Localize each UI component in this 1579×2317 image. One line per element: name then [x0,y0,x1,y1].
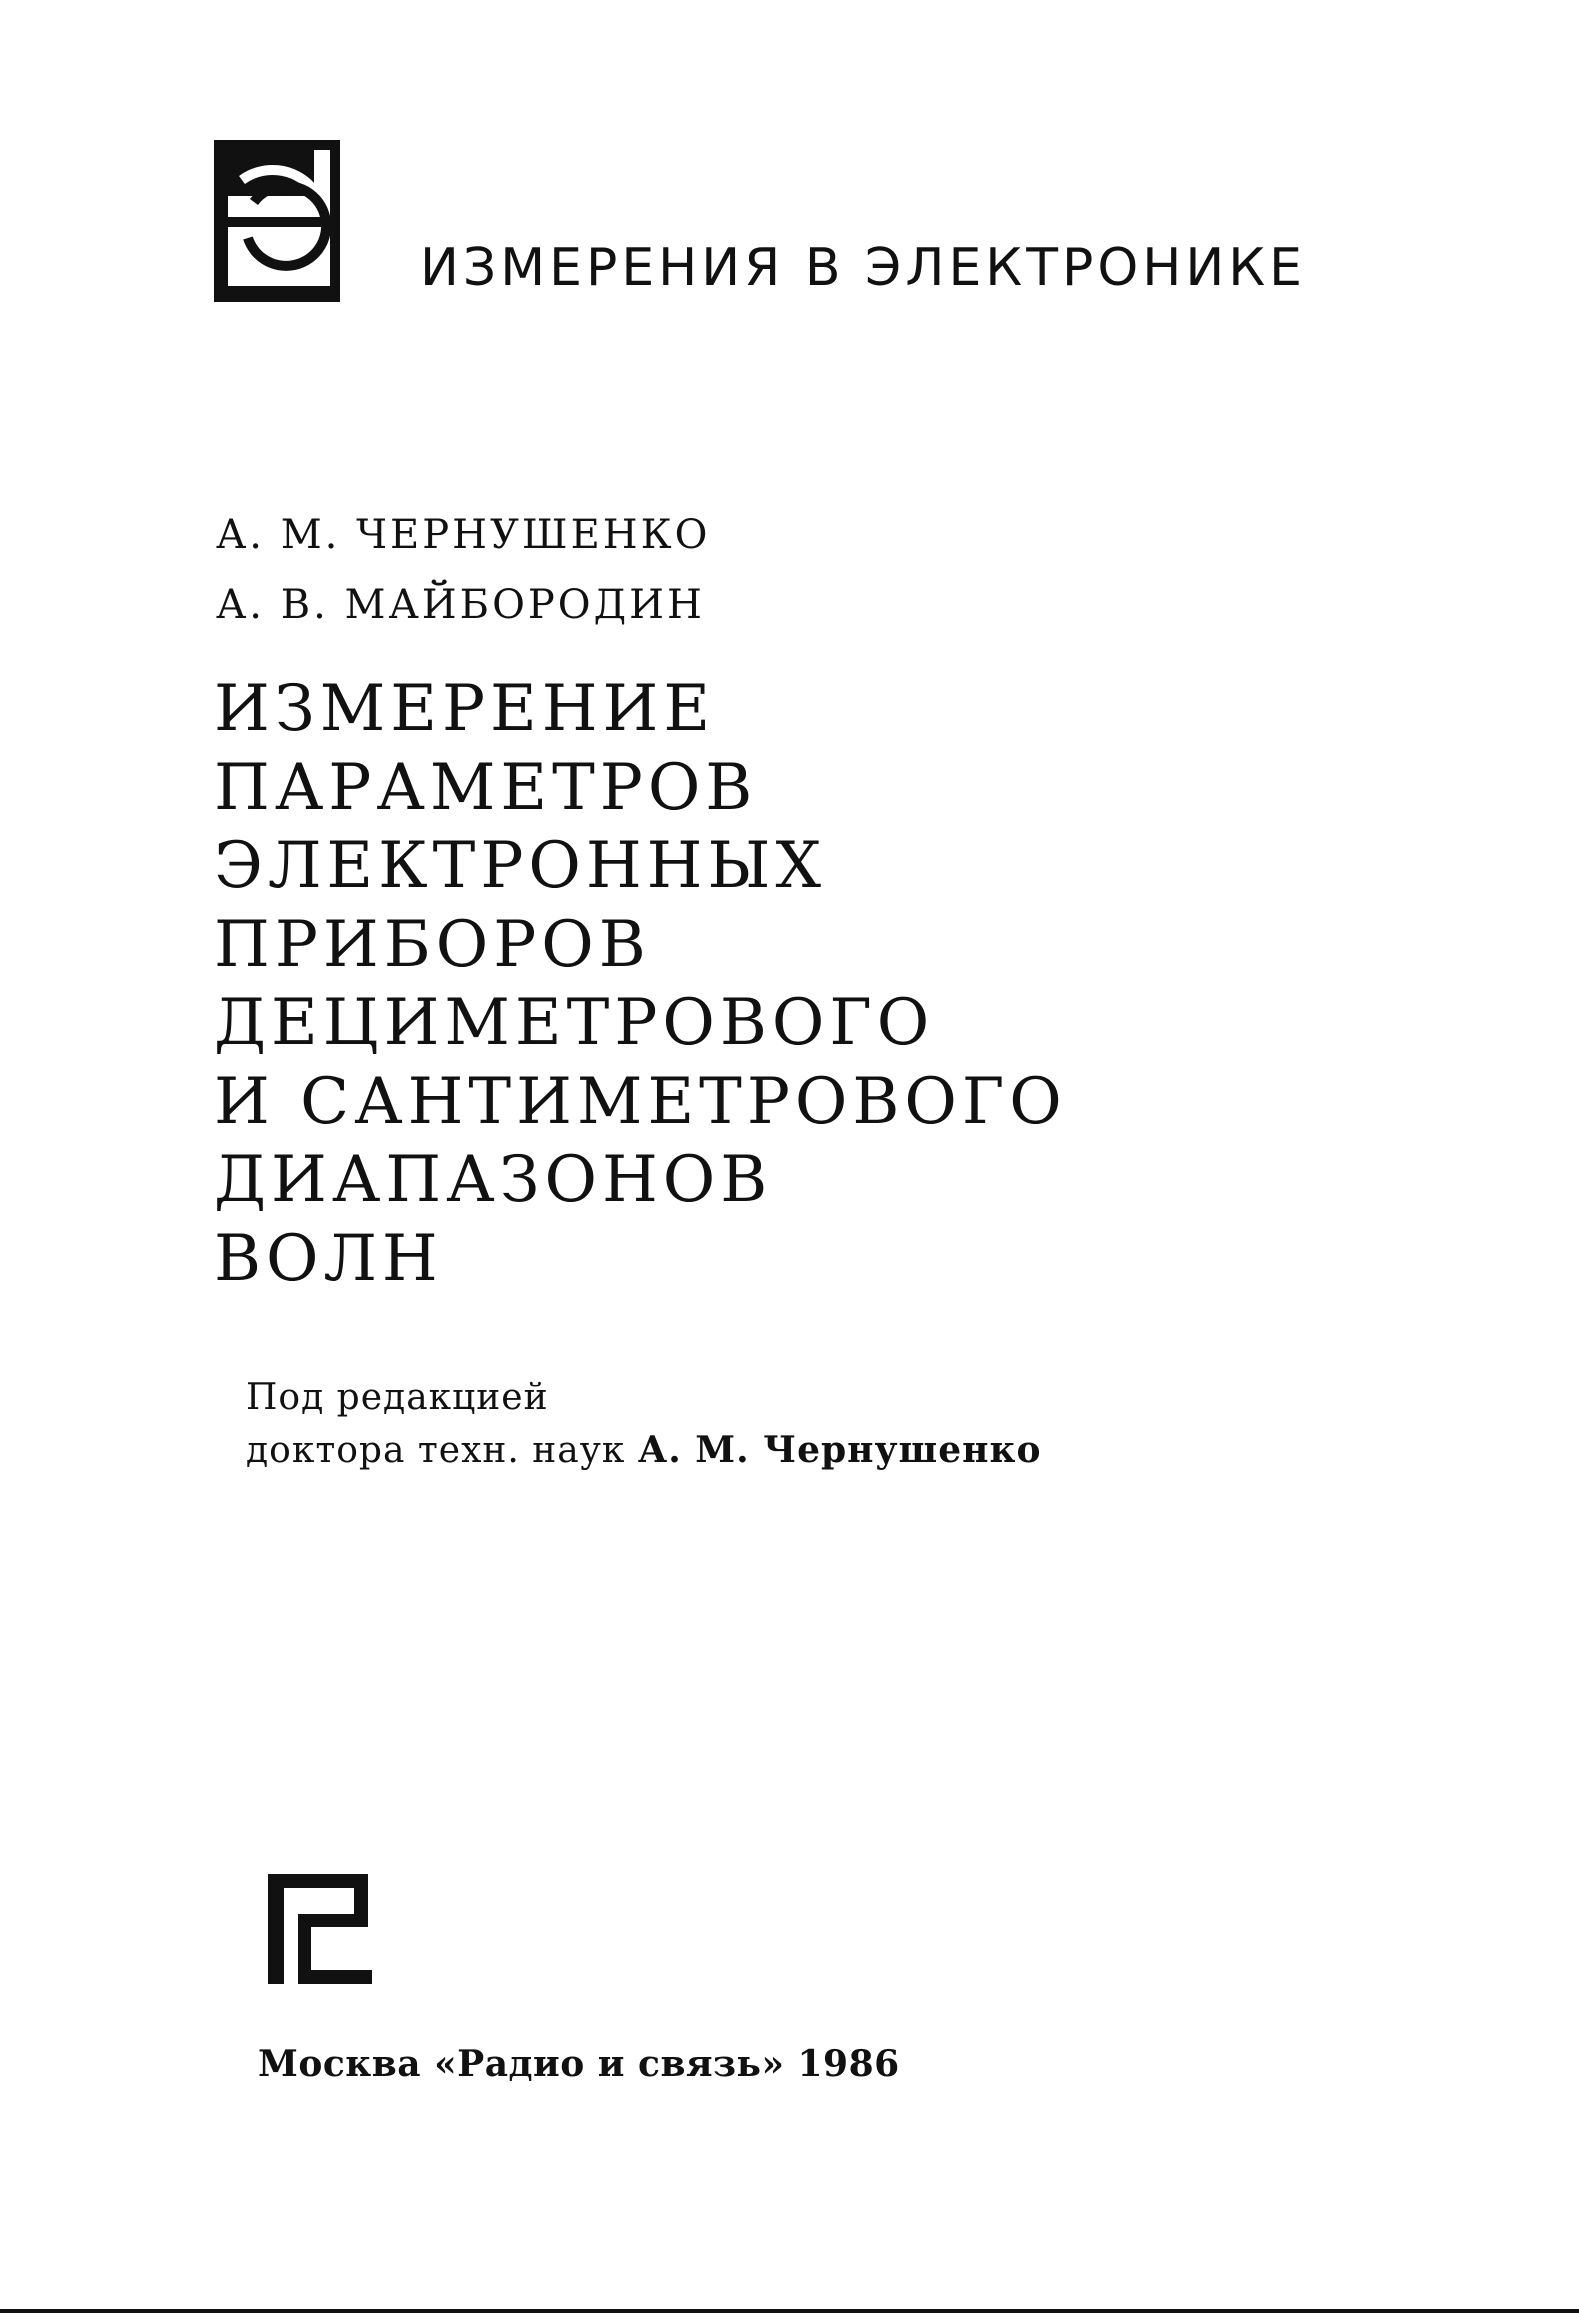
editor-name: А. М. Чернушенко [637,1429,1042,1471]
author-name: А. В. МАЙБОРОДИН [216,582,705,628]
publisher-emblem-icon [268,1874,372,1984]
publisher-imprint: Москва «Радио и связь» 1986 [258,2043,900,2085]
editor-credit [246,1372,1042,1477]
series-emblem-icon [214,140,340,302]
title-line: ПРИБОРОВ [214,907,651,982]
book-title [214,670,1067,1298]
editor-line-1: Под редакцией [246,1377,549,1418]
title-line: И САНТИМЕТРОВОГО [214,1064,1067,1139]
title-line: ПАРАМЕТРОВ [214,750,758,825]
page-bottom-edge [0,2309,1579,2313]
author-list [216,500,710,640]
title-line: ЭЛЕКТРОННЫХ [214,829,826,903]
editor-degree: доктора техн. наук [246,1430,626,1471]
author-name: А. М. ЧЕРНУШЕНКО [216,512,711,558]
title-line: ДЕЦИМЕТРОВОГО [214,986,935,1060]
title-line: ДИАПАЗОНОВ [214,1143,773,1217]
editor-line-2 [246,1424,1042,1477]
series-title: ИЗМЕРЕНИЯ В ЭЛЕКТРОНИКЕ [420,238,1307,298]
title-line: ИЗМЕРЕНИЕ [214,672,716,746]
title-line: ВОЛН [214,1221,443,1296]
